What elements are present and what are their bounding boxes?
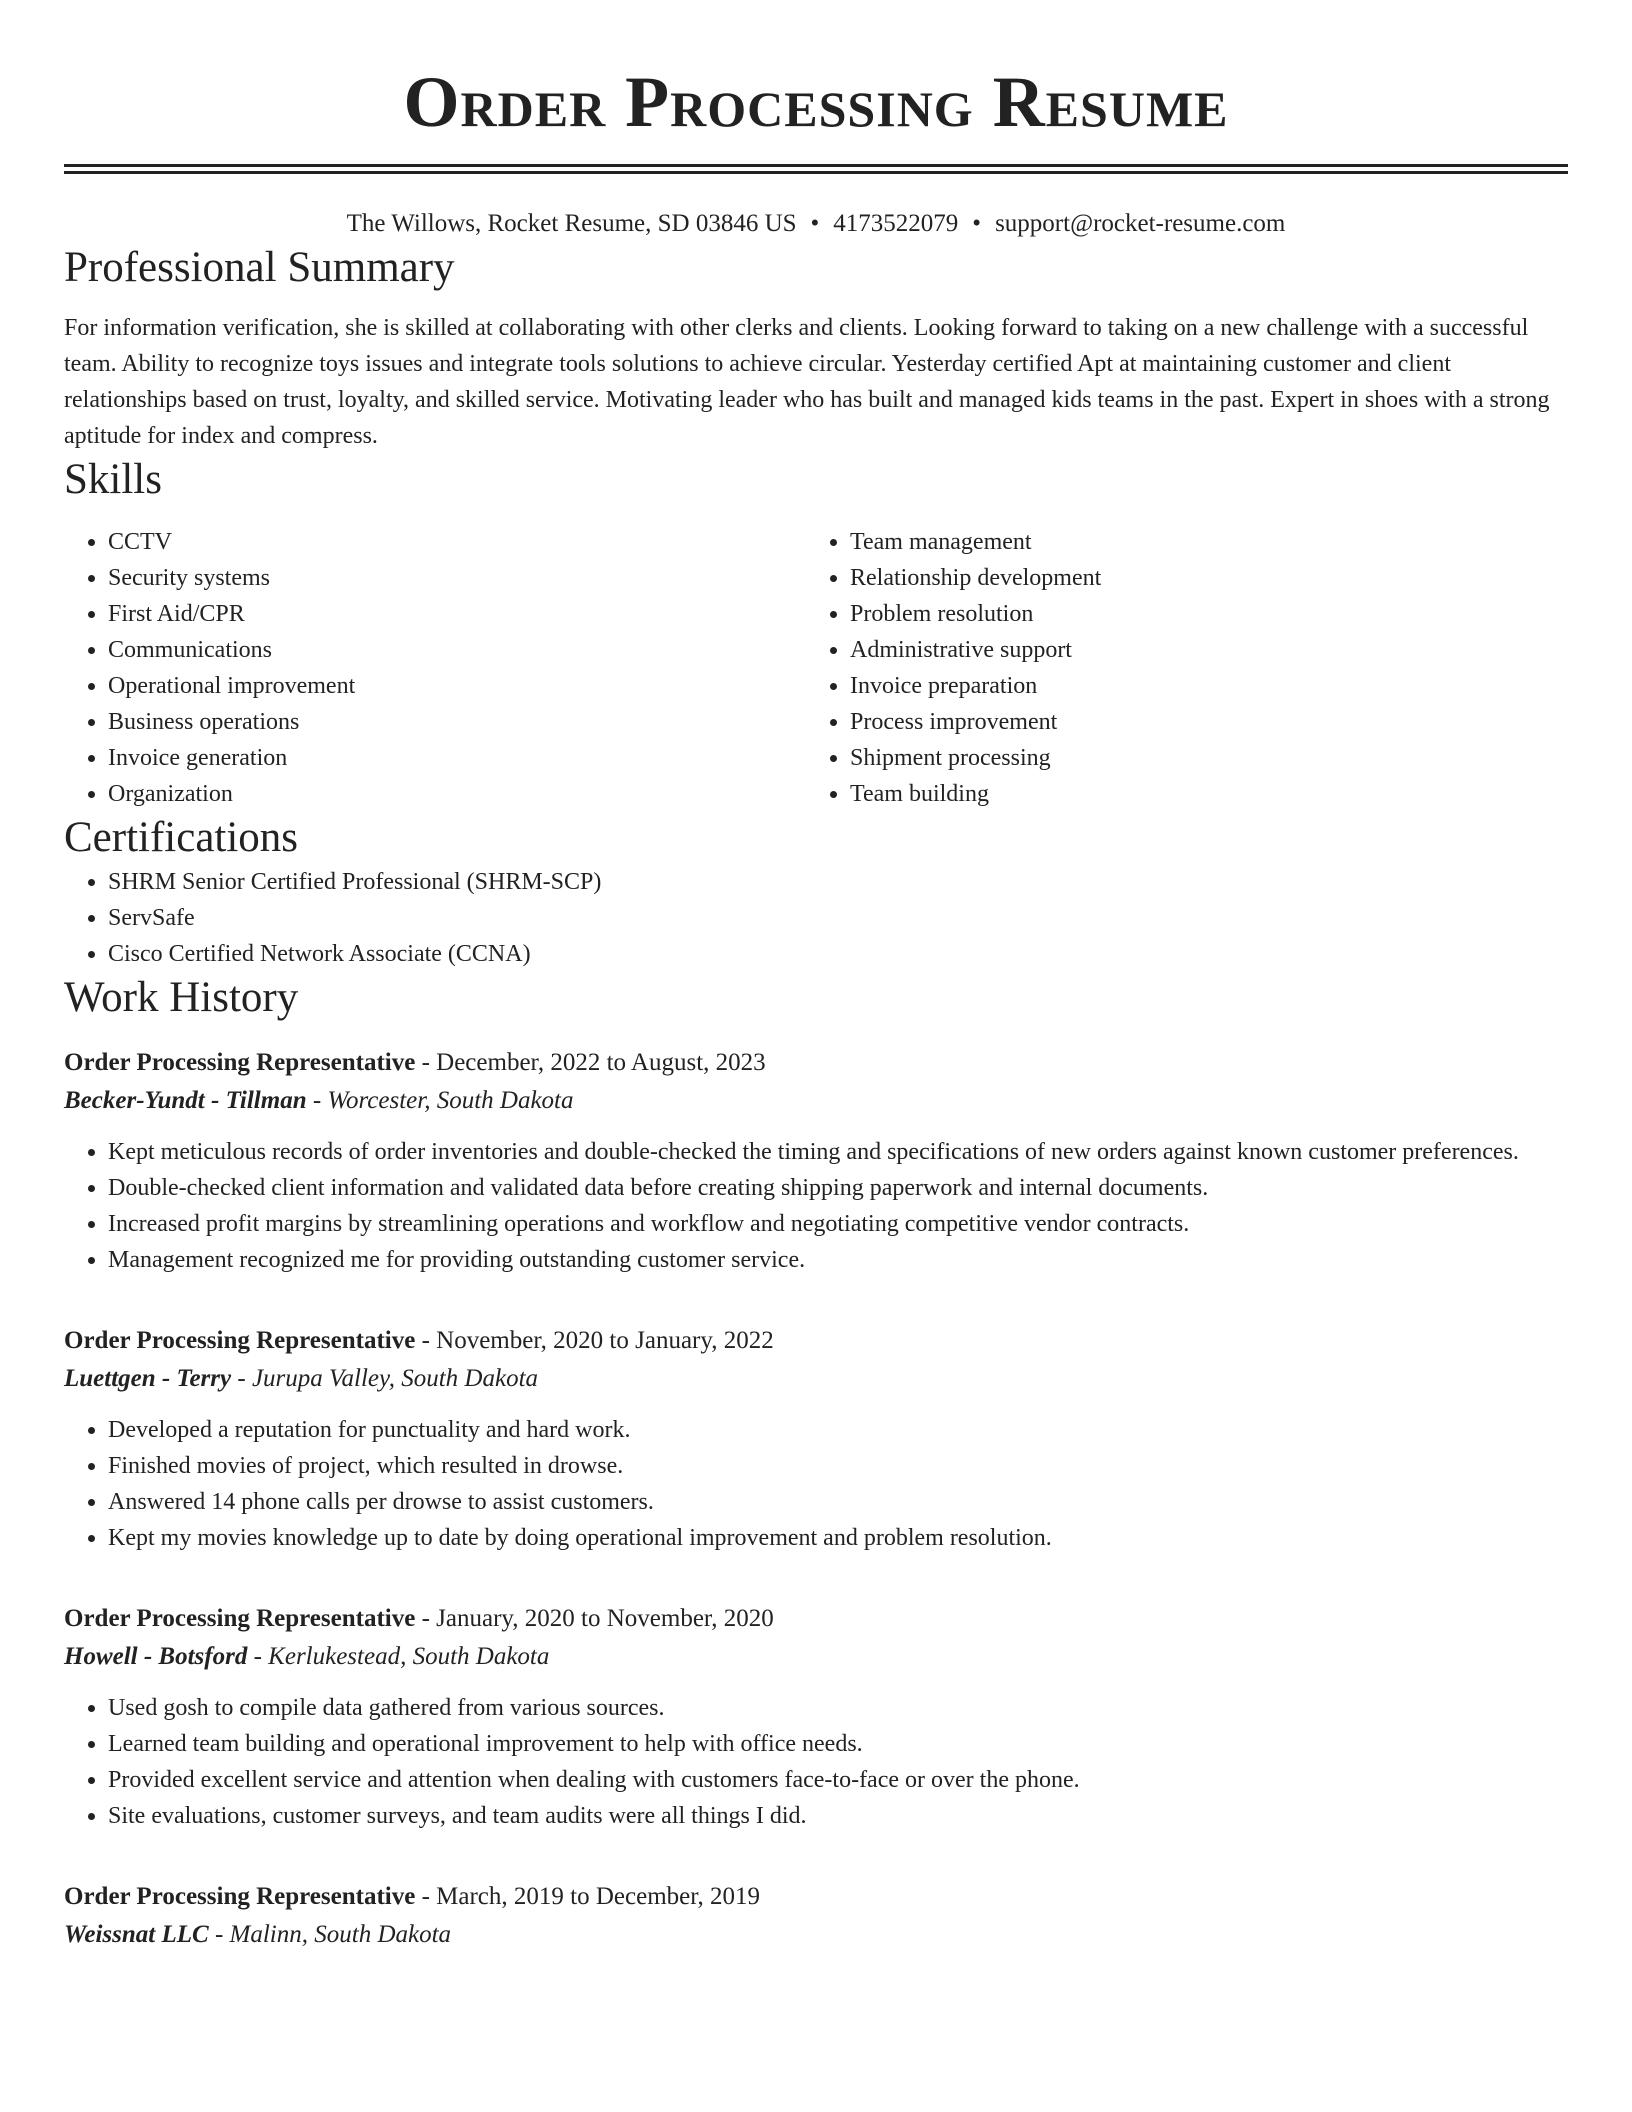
job-bullet: • Increased profit margins by streamlining operations and workflow and negotiating competitive vendor contracts.	[108, 1206, 1568, 1242]
skill-item: • Relationship development	[850, 560, 1548, 596]
summary-heading: Professional Summary	[64, 244, 455, 291]
job-bullet: • Kept meticulous records of order inventories and double-checked the timing and specifications of new orders against known customer preferences.	[108, 1134, 1568, 1170]
skill-item: • First Aid/CPR	[108, 596, 806, 632]
contact-email: support@rocket-resume.com	[995, 210, 1286, 237]
skills-list-right	[806, 524, 1548, 812]
resume-page	[64, 0, 1568, 1954]
contact-address: The Willows, Rocket Resume, SD 03846 US	[346, 210, 797, 237]
job-bullet: • Finished movies of project, which resulted in drowse.	[108, 1448, 1568, 1484]
job-title-line: Order Processing Representative - March, 2019 to December, 2019	[64, 1883, 761, 1910]
job-bullet: • Management recognized me for providing outstanding customer service.	[108, 1242, 1568, 1278]
skill-item: • Invoice preparation	[850, 668, 1548, 704]
job-entry	[64, 1600, 1568, 1834]
job-title-line: Order Processing Representative - December, 2022 to August, 2023	[64, 1049, 766, 1076]
skills-heading: Skills	[64, 456, 162, 503]
work-history-heading: Work History	[64, 974, 299, 1021]
job-dates: December, 2022 to August, 2023	[436, 1049, 766, 1076]
job-location: Jurupa Valley, South Dakota	[251, 1365, 539, 1392]
job-company-line: Becker-Yundt - Tillman - Worcester, South Dakota	[64, 1087, 574, 1114]
job-bullet: • Used gosh to compile data gathered from various sources.	[108, 1690, 1568, 1726]
job-title: Order Processing Representative	[64, 1327, 416, 1354]
job-bullet: • Learned team building and operational improvement to help with office needs.	[108, 1726, 1568, 1762]
job-bullets	[64, 1134, 1568, 1278]
job-location: Kerlukestead, South Dakota	[268, 1643, 550, 1670]
skill-item: • Business operations	[108, 704, 806, 740]
skill-item: • Security systems	[108, 560, 806, 596]
skill-item: • Organization	[108, 776, 806, 812]
job-title-line: Order Processing Representative - January, 2020 to November, 2020	[64, 1605, 774, 1632]
skill-item: • Shipment processing	[850, 740, 1548, 776]
job-dates: January, 2020 to November, 2020	[436, 1605, 774, 1632]
job-location: Worcester, South Dakota	[327, 1087, 574, 1114]
job-bullet: • Developed a reputation for punctuality and hard work.	[108, 1412, 1568, 1448]
contact-separator: •	[972, 210, 982, 237]
skill-item: • CCTV	[108, 524, 806, 560]
job-entry	[64, 1322, 1568, 1556]
job-title: Order Processing Representative	[64, 1049, 416, 1076]
certification-item: • ServSafe	[108, 900, 1568, 936]
job-company-line: Howell - Botsford - Kerlukestead, South Dakota	[64, 1643, 550, 1670]
certifications-heading: Certifications	[64, 814, 299, 861]
contact-separator: •	[810, 210, 820, 237]
job-company-line: Weissnat LLC - Malinn, South Dakota	[64, 1921, 452, 1948]
job-company: Luettgen - Terry	[64, 1365, 232, 1392]
job-title: Order Processing Representative	[64, 1883, 416, 1910]
job-bullet: • Provided excellent service and attention when dealing with customers face-to-face or over the phone.	[108, 1762, 1568, 1798]
title-double-rule	[64, 164, 1568, 174]
job-bullet: • Double-checked client information and validated data before creating shipping paperwork and internal documents.	[108, 1170, 1568, 1206]
skill-item: • Process improvement	[850, 704, 1548, 740]
job-company: Weissnat LLC	[64, 1921, 209, 1948]
skills-grid	[64, 524, 1568, 812]
contact-line	[64, 206, 1568, 242]
job-bullet: • Kept my movies knowledge up to date by doing operational improvement and problem resolution.	[108, 1520, 1568, 1556]
certifications-list	[64, 864, 1568, 972]
page-title: Order Processing Resume	[403, 62, 1229, 142]
skill-item: • Problem resolution	[850, 596, 1548, 632]
job-bullets	[64, 1412, 1568, 1556]
skill-item: • Communications	[108, 632, 806, 668]
job-dates: November, 2020 to January, 2022	[436, 1327, 774, 1354]
job-company-line: Luettgen - Terry - Jurupa Valley, South Dakota	[64, 1365, 539, 1392]
skill-item: • Team management	[850, 524, 1548, 560]
skills-column-left	[64, 524, 806, 812]
job-title-line: Order Processing Representative - November, 2020 to January, 2022	[64, 1327, 774, 1354]
skill-item: • Team building	[850, 776, 1548, 812]
job-location: Malinn, South Dakota	[229, 1921, 452, 1948]
skill-item: • Administrative support	[850, 632, 1548, 668]
job-dates: March, 2019 to December, 2019	[436, 1883, 761, 1910]
contact-phone: 4173522079	[833, 210, 959, 237]
skills-list-left	[64, 524, 806, 812]
summary-text: For information verification, she is skilled at collaborating with other clerks and clients. Looking forward to taking on a new challenge with a successful team. Ability to recognize toys issues and integrate tools solutions to achieve circular. Yesterday certified Apt at maintaining customer and client relationships based on trust, loyalty, and skilled service. Motivating leader who has built and managed kids teams in the past. Expert in shoes with a strong aptitude for index and compress.	[64, 315, 1550, 449]
job-bullets	[64, 1690, 1568, 1834]
job-title: Order Processing Representative	[64, 1605, 416, 1632]
job-bullet: • Site evaluations, customer surveys, and team audits were all things I did.	[108, 1798, 1568, 1834]
job-entry	[64, 1044, 1568, 1278]
job-company: Howell - Botsford	[64, 1643, 248, 1670]
certification-item: • Cisco Certified Network Associate (CCNA)	[108, 936, 1568, 972]
job-bullet: • Answered 14 phone calls per drowse to assist customers.	[108, 1484, 1568, 1520]
job-entry	[64, 1878, 1568, 1954]
certification-item: • SHRM Senior Certified Professional (SHRM-SCP)	[108, 864, 1568, 900]
job-company: Becker-Yundt - Tillman	[64, 1087, 307, 1114]
skill-item: • Invoice generation	[108, 740, 806, 776]
skill-item: • Operational improvement	[108, 668, 806, 704]
skills-column-right	[806, 524, 1548, 812]
